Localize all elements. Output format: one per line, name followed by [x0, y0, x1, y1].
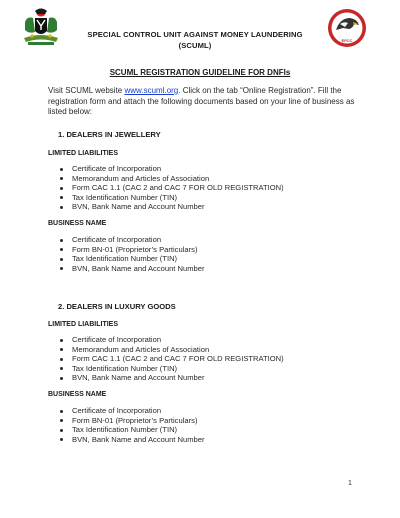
- limited-liabilities-heading: LIMITED LIABILITIES: [48, 150, 118, 157]
- list-item: Certificate of Incorporation: [58, 235, 205, 245]
- list-item: Tax Identification Number (TIN): [58, 364, 284, 374]
- organization-acronym: (SCUML): [178, 41, 212, 50]
- list-item: Certificate of Incorporation: [58, 164, 284, 174]
- scuml-website-link[interactable]: www.scuml.org: [124, 86, 179, 95]
- business-name-heading: BUSINESS NAME: [48, 220, 107, 227]
- business-name-heading: BUSINESS NAME: [48, 391, 107, 398]
- list-item: Tax Identification Number (TIN): [58, 193, 284, 203]
- list-item: Form CAC 1.1 (CAC 2 and CAC 7 FOR OLD REGISTRATION): [58, 183, 284, 193]
- limited-liabilities-list: [58, 164, 284, 212]
- organization-name: SPECIAL CONTROL UNIT AGAINST MONEY LAUNDERING: [87, 30, 303, 39]
- section-title-jewellery: 1. DEALERS IN JEWELLERY: [58, 130, 161, 139]
- list-item: Form BN-01 (Proprietor’s Particulars): [58, 416, 205, 426]
- list-item: Form BN-01 (Proprietor’s Particulars): [58, 245, 205, 255]
- list-item: Tax Identification Number (TIN): [58, 254, 205, 264]
- document-title: SCUML REGISTRATION GUIDELINE FOR DNFIs: [109, 68, 291, 77]
- limited-liabilities-heading: LIMITED LIABILITIES: [48, 321, 118, 328]
- efcc-logo-label: EFCC: [341, 38, 353, 43]
- limited-liabilities-list: [58, 335, 284, 383]
- business-name-list: [58, 235, 205, 273]
- list-item: Tax Identification Number (TIN): [58, 425, 205, 435]
- intro-paragraph: [48, 86, 363, 118]
- list-item: BVN, Bank Name and Account Number: [58, 373, 284, 383]
- list-item: Certificate of Incorporation: [58, 335, 284, 345]
- intro-text-start: Visit SCUML website: [48, 86, 125, 95]
- list-item: Certificate of Incorporation: [58, 406, 205, 416]
- nigeria-coat-of-arms-icon: [20, 6, 62, 48]
- business-name-list: [58, 406, 205, 444]
- section-title-luxury-goods: 2. DEALERS IN LUXURY GOODS: [58, 302, 176, 311]
- intro-text-end: . Click on the tab “Online Registration”. Fill the registration form and attach the following documents based on your line of business as listed below:: [48, 86, 355, 116]
- list-item: BVN, Bank Name and Account Number: [58, 435, 205, 445]
- page-number: 1: [348, 480, 352, 487]
- list-item: Form CAC 1.1 (CAC 2 and CAC 7 FOR OLD REGISTRATION): [58, 354, 284, 364]
- list-item: BVN, Bank Name and Account Number: [58, 264, 205, 274]
- list-item: Memorandum and Articles of Association: [58, 174, 284, 184]
- list-item: BVN, Bank Name and Account Number: [58, 202, 284, 212]
- list-item: Memorandum and Articles of Association: [58, 345, 284, 355]
